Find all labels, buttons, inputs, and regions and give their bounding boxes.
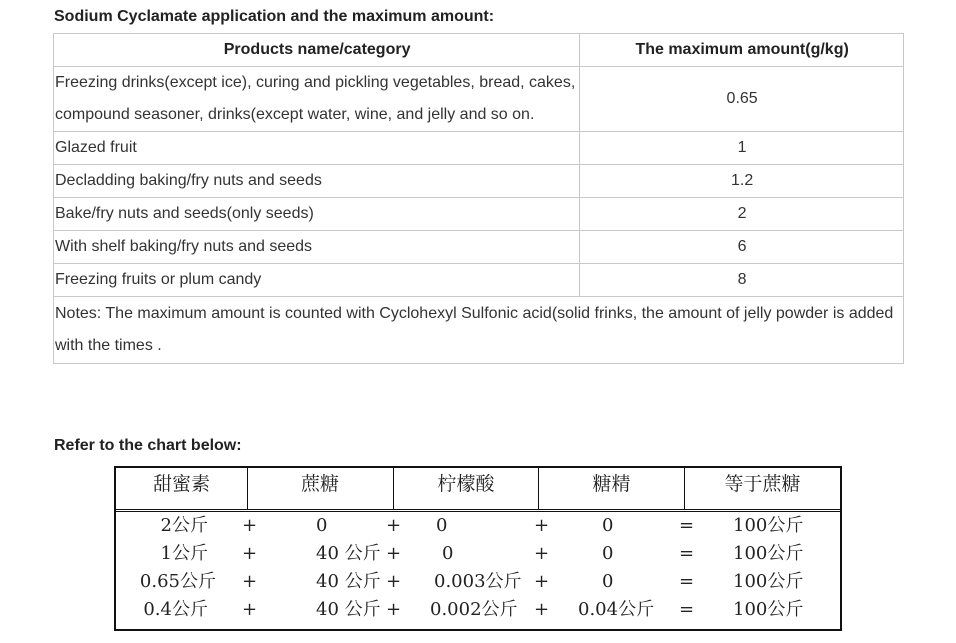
chart-header-cell: 等于蔗糖 (724, 473, 801, 495)
chart-operator: + (242, 599, 258, 620)
table-row (54, 132, 904, 165)
chart-cell: 0 (442, 543, 454, 564)
amount-cell: 0.65 (580, 67, 904, 132)
chart-header-row (116, 468, 840, 510)
table-row (54, 67, 904, 132)
chart-operator: + (242, 571, 258, 592)
chart-operator: + (386, 599, 402, 620)
chart-operator: = (679, 571, 695, 592)
chart-operator: + (242, 515, 258, 536)
product-cell: Decladding baking/fry nuts and seeds (54, 165, 580, 198)
chart-operator: = (679, 543, 695, 564)
table-row (54, 165, 904, 198)
product-cell: With shelf baking/fry nuts and seeds (54, 231, 580, 264)
chart-cell: 0 (316, 515, 328, 536)
chart-section-title: Refer to the chart below: (54, 437, 242, 454)
chart-operator: + (242, 543, 258, 564)
chart-operator: + (534, 599, 550, 620)
chart-cell: 0.002公斤 (430, 599, 518, 620)
chart-cell: 0.4公斤 (143, 599, 208, 620)
chart-cell: 0.65公斤 (139, 571, 216, 592)
chart-cell: 100公斤 (733, 515, 804, 536)
chart-operator: + (534, 543, 550, 564)
chart-cell: 0 (602, 543, 614, 564)
section-title: Sodium Cyclamate application and the maximum amount: (54, 8, 495, 25)
product-cell: Glazed fruit (54, 132, 580, 165)
chart-cell: 0.04公斤 (578, 599, 655, 620)
product-cell: Freezing drinks(except ice), curing and pickling vegetables, bread, cakes, compound seasoner, drinks(except water, wine, and jelly and so on. (54, 67, 580, 132)
chart-cell: 0.003公斤 (434, 571, 522, 592)
chart-operator: + (386, 515, 402, 536)
amount-cell: 1 (580, 132, 904, 165)
column-header-product: Products name/category (54, 34, 580, 67)
chart-header-cell: 蔗糖 (300, 473, 339, 495)
chart-operator: = (679, 515, 695, 536)
chart-cell: 2公斤 (160, 515, 208, 536)
chart-header-cell: 糖精 (592, 473, 631, 495)
table-row (54, 198, 904, 231)
chart-operator: + (534, 515, 550, 536)
amount-cell: 6 (580, 231, 904, 264)
chart-cell: 100公斤 (733, 599, 804, 620)
notes-cell: Notes: The maximum amount is counted with Cyclohexyl Sulfonic acid(solid frinks, the amount of jelly powder is added with the times . (54, 297, 904, 364)
table-row (54, 231, 904, 264)
chart-cell: 40 公斤 (316, 543, 381, 564)
chart-operator: + (386, 571, 402, 592)
sweetener-equivalence-chart (114, 466, 842, 631)
amount-cell: 8 (580, 264, 904, 297)
amount-cell: 1.2 (580, 165, 904, 198)
table-row (54, 264, 904, 297)
chart-cell: 40 公斤 (316, 599, 381, 620)
chart-header-divider (116, 511, 840, 512)
chart-cell: 0 (602, 571, 614, 592)
chart-cell: 0 (602, 515, 614, 536)
chart-header-cell: 柠檬酸 (437, 473, 495, 495)
chart-cell: 100公斤 (733, 571, 804, 592)
chart-cell: 1公斤 (160, 543, 208, 564)
product-cell: Bake/fry nuts and seeds(only seeds) (54, 198, 580, 231)
amount-cell: 2 (580, 198, 904, 231)
notes-row (54, 297, 904, 364)
chart-operator: + (534, 571, 550, 592)
chart-operator: + (386, 543, 402, 564)
column-header-amount: The maximum amount(g/kg) (580, 34, 904, 67)
chart-cell: 100公斤 (733, 543, 804, 564)
chart-header-cell: 甜蜜素 (152, 473, 210, 495)
chart-operator: = (679, 599, 695, 620)
table-header-row (54, 34, 904, 67)
chart-cell: 40 公斤 (316, 571, 381, 592)
max-amount-table (53, 33, 904, 364)
product-cell: Freezing fruits or plum candy (54, 264, 580, 297)
chart-cell: 0 (436, 515, 448, 536)
